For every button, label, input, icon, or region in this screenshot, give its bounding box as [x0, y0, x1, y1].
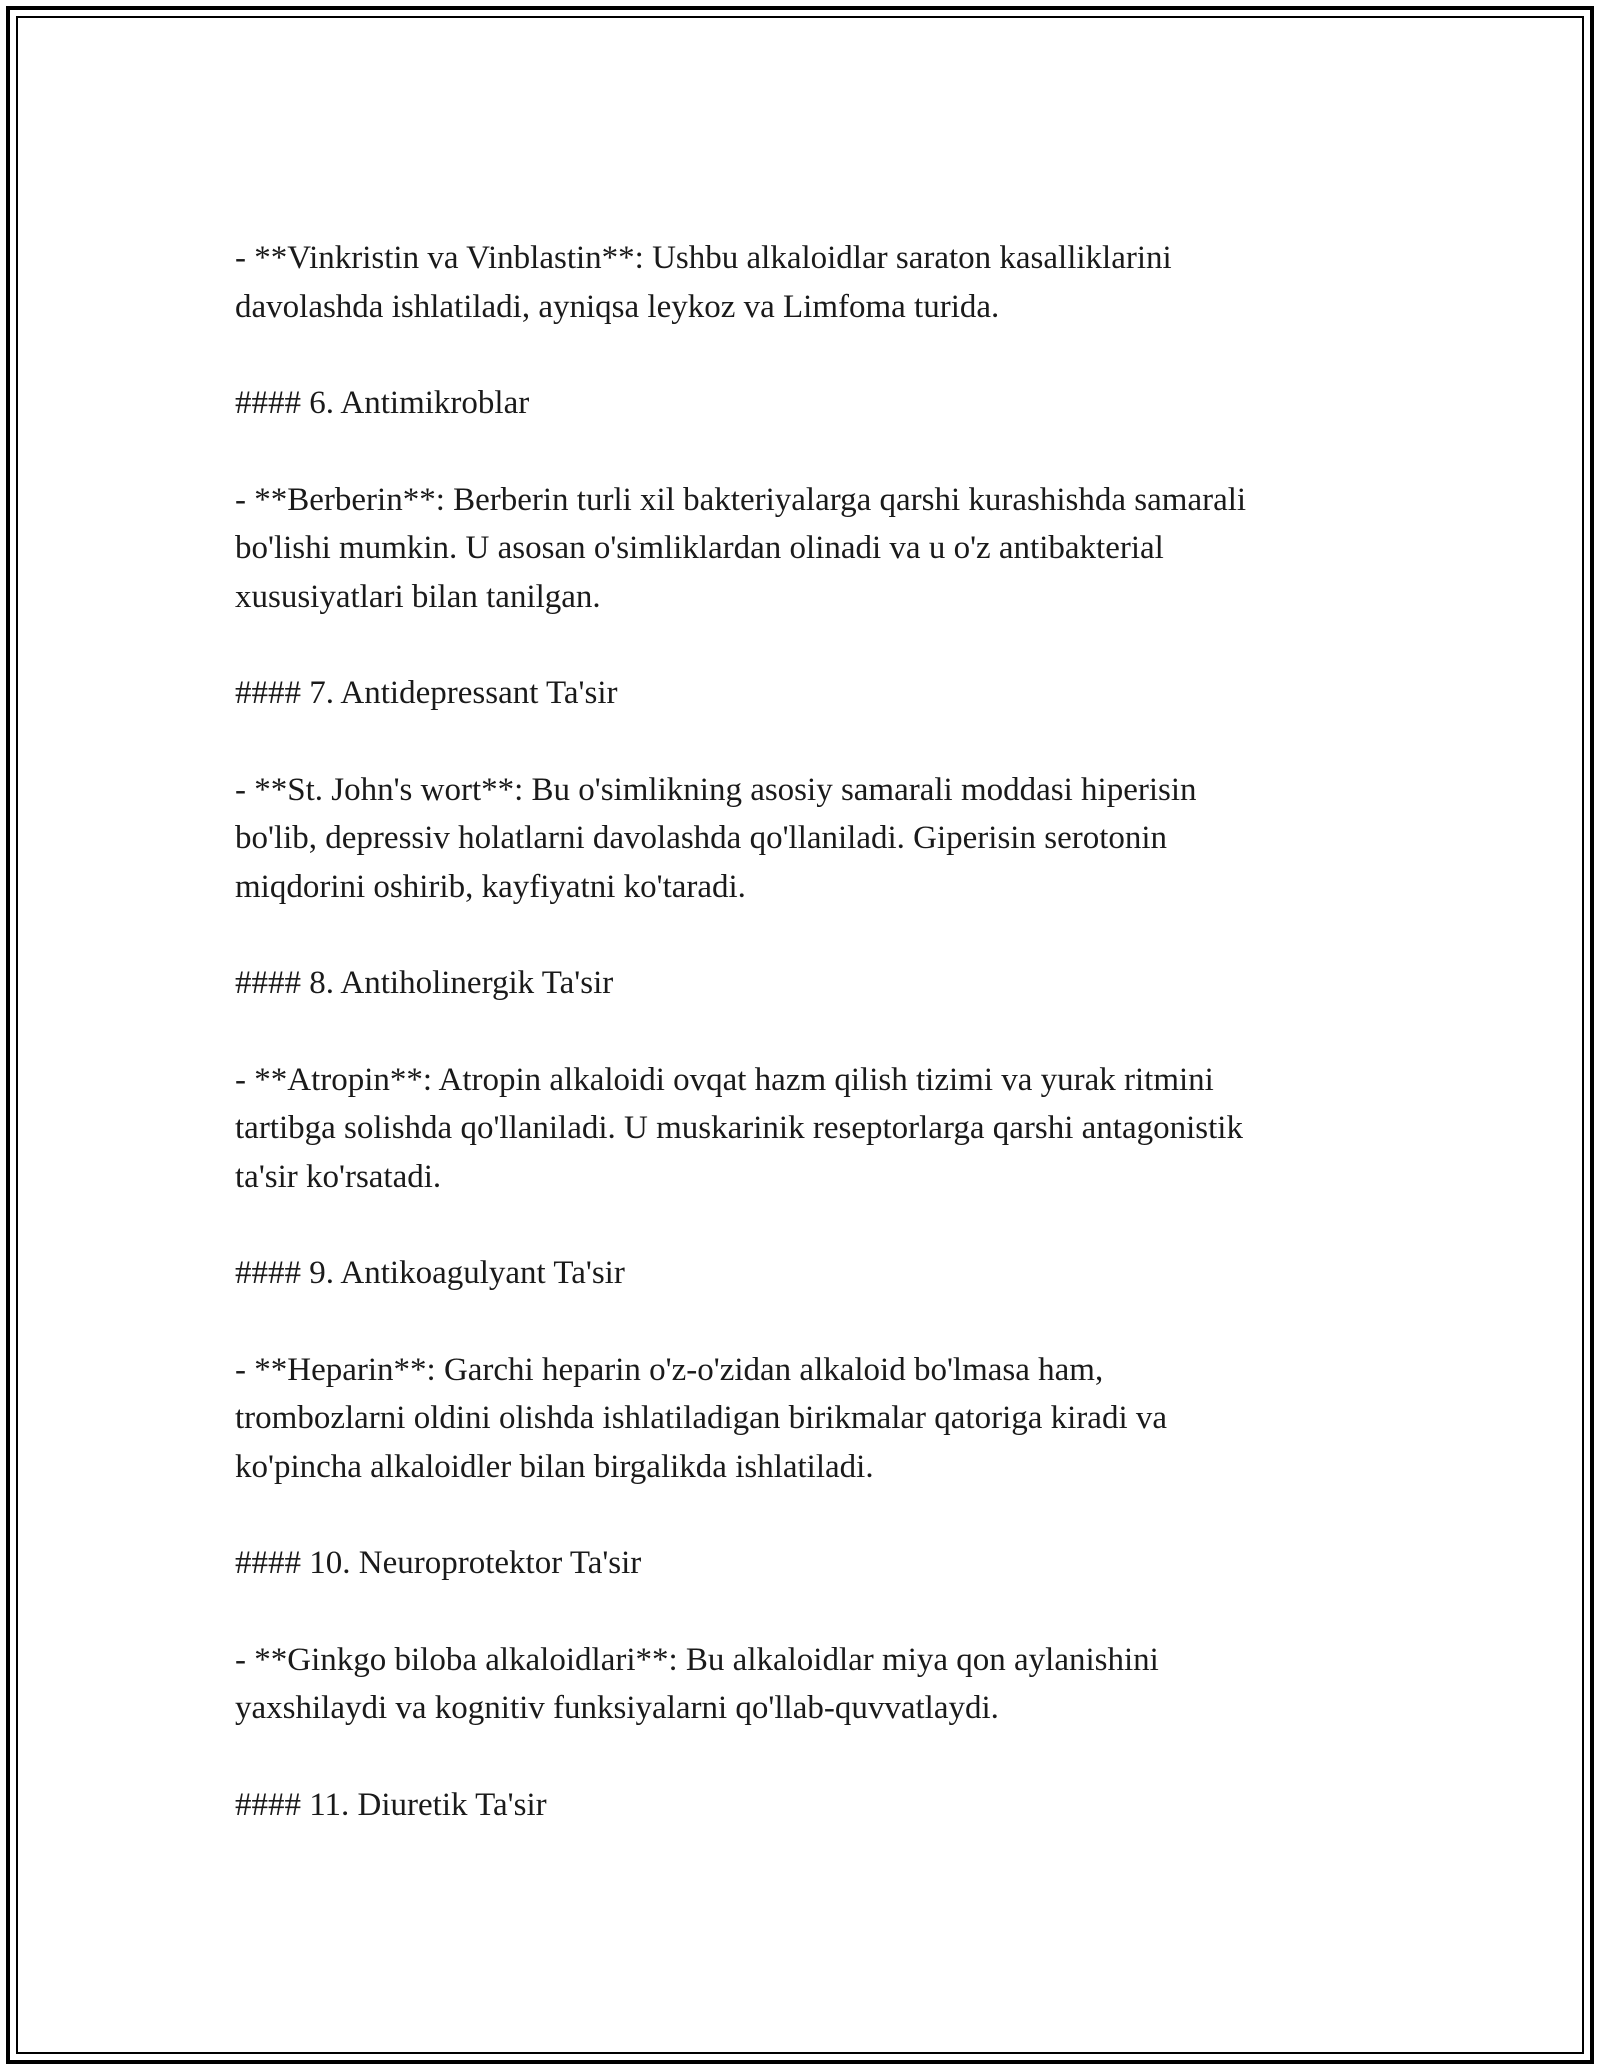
paragraph-st-johns-wort: [235, 766, 1395, 912]
text-line: yaxshilaydi va kognitiv funksiyalarni qo'llab-quvvatlaydi.: [235, 1690, 999, 1726]
text-line: davolashda ishlatiladi, ayniqsa leykoz va Limfoma turida.: [235, 288, 1000, 325]
paragraph-ginkgo: [235, 1636, 1395, 1733]
text-line: - **Berberin**: Berberin turli xil bakteriyalarga qarshi kurashishda samarali: [235, 481, 1247, 518]
heading-antimikroblar: #### 6. Antimikroblar: [235, 385, 530, 421]
text-line: ko'pincha alkaloidler bilan birgalikda ishlatiladi.: [235, 1448, 874, 1485]
text-line: - **St. John's wort**: Bu o'simlikning asosiy samarali moddasi hiperisin: [235, 771, 1197, 808]
text-line: - **Heparin**: Garchi heparin o'z-o'zidan alkaloid bo'lmasa ham,: [235, 1351, 1104, 1388]
text-line: - **Ginkgo biloba alkaloidlari**: Bu alkaloidlar miya qon aylanishini: [235, 1641, 1159, 1678]
text-line: - **Vinkristin va Vinblastin**: Ushbu alkaloidlar saraton kasalliklarini: [235, 240, 1172, 276]
text-line: xususiyatlari bilan tanilgan.: [235, 578, 601, 615]
heading-antikoagulyant: #### 9. Antikoagulyant Ta'sir: [235, 1255, 625, 1291]
heading-antidepressant: #### 7. Antidepressant Ta'sir: [235, 675, 618, 711]
text-line: - **Atropin**: Atropin alkaloidi ovqat hazm qilish tizimi va yurak ritmini: [235, 1061, 1214, 1098]
text-line: ta'sir ko'rsatadi.: [235, 1158, 442, 1195]
text-line: tartibga solishda qo'llaniladi. U muskarinik reseptorlarga qarshi antagonistik: [235, 1110, 1243, 1146]
text-line: miqdorini oshirib, kayfiyatni ko'taradi.: [235, 868, 746, 905]
document-body: [235, 234, 1395, 1877]
heading-neuroprotektor: #### 10. Neuroprotektor Ta'sir: [235, 1545, 642, 1581]
text-line: bo'lib, depressiv holatlarni davolashda qo'llaniladi. Giperisin serotonin: [235, 820, 1168, 856]
heading-diuretik: #### 11. Diuretik Ta'sir: [235, 1786, 547, 1823]
heading-antiholinergik: #### 8. Antiholinergik Ta'sir: [235, 965, 614, 1001]
text-line: bo'lishi mumkin. U asosan o'simliklardan olinadi va u o'z antibakterial: [235, 530, 1164, 566]
text-line: trombozlarni oldini olishda ishlatiladigan birikmalar qatoriga kiradi va: [235, 1400, 1168, 1436]
paragraph-heparin: [235, 1346, 1395, 1492]
paragraph-vinkristin: [235, 234, 1395, 331]
paragraph-atropin: [235, 1056, 1395, 1202]
paragraph-berberin: [235, 476, 1395, 622]
